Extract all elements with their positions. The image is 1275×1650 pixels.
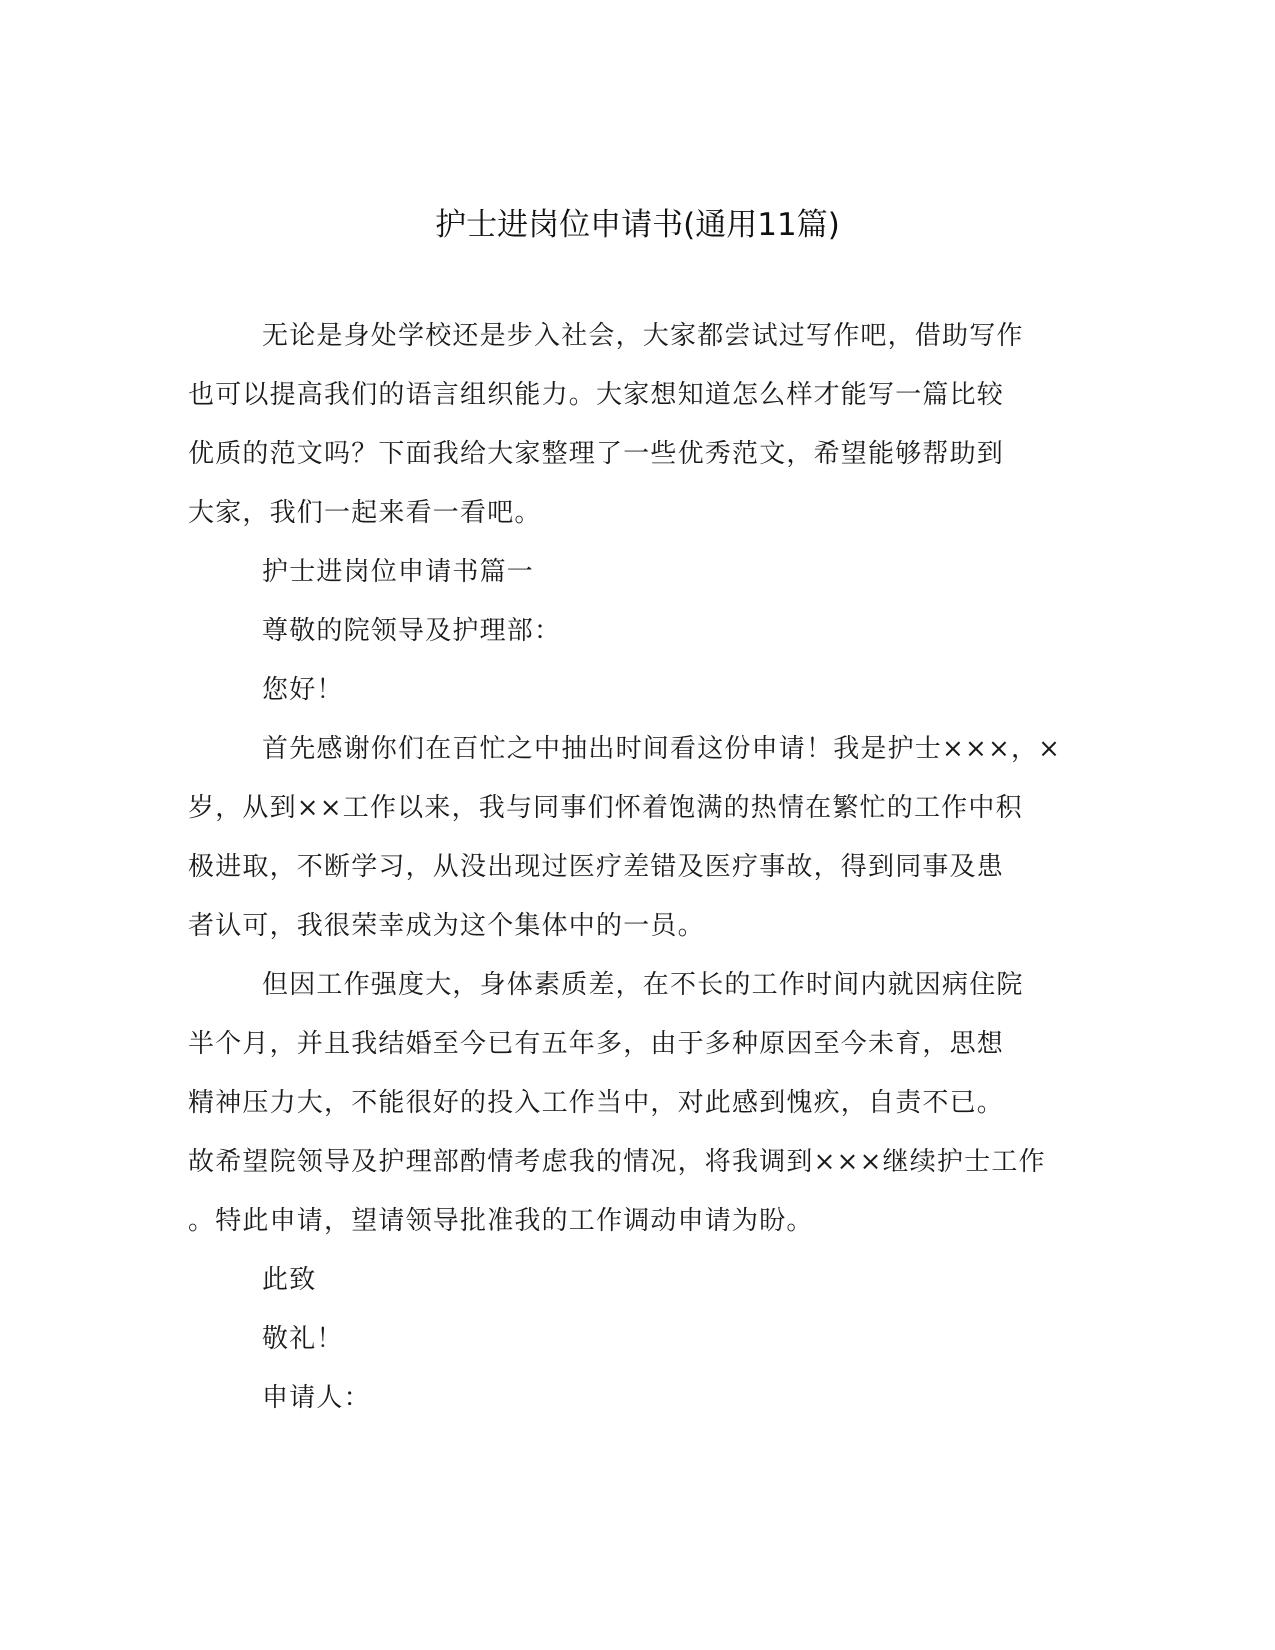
closing-line: 此致 [262, 1265, 317, 1295]
body-para2-line-4: 故希望院领导及护理部酌情考虑我的情况，将我调到×××继续护士工作 [188, 1147, 1046, 1177]
body-para2-line-5: 。特此申请，望请领导批准我的工作调动申请为盼。 [188, 1206, 814, 1236]
body-para2-line-2: 半个月，并且我结婚至今已有五年多，由于多种原因至今未育，思想 [188, 1029, 1005, 1059]
document-title: 护士进岗位申请书(通用11篇) [435, 207, 840, 243]
section-heading: 护士进岗位申请书篇一 [262, 557, 535, 587]
body-para1-line-1: 首先感谢你们在百忙之中抽出时间看这份申请！我是护士×××，× [262, 734, 1062, 764]
regards-line: 敬礼！ [262, 1324, 344, 1354]
intro-line-2: 也可以提高我们的语言组织能力。大家想知道怎么样才能写一篇比较 [188, 380, 1005, 410]
body-para1-line-2: 岁，从到××工作以来，我与同事们怀着饱满的热情在繁忙的工作中积 [188, 793, 1023, 823]
body-para2-line-1: 但因工作强度大，身体素质差，在不长的工作时间内就因病住院 [262, 970, 1024, 1000]
intro-line-4: 大家，我们一起来看一看吧。 [188, 498, 542, 528]
intro-line-1: 无论是身处学校还是步入社会，大家都尝试过写作吧，借助写作 [262, 321, 1024, 351]
salutation: 尊敬的院领导及护理部： [262, 616, 562, 646]
body-para2-line-3: 精神压力大，不能很好的投入工作当中，对此感到愧疚，自责不已。 [188, 1088, 1005, 1118]
intro-line-3: 优质的范文吗？下面我给大家整理了一些优秀范文，希望能够帮助到 [188, 439, 1005, 469]
body-para1-line-3: 极进取，不断学习，从没出现过医疗差错及医疗事故，得到同事及患 [188, 852, 1005, 882]
applicant-line: 申请人： [262, 1383, 371, 1413]
greeting: 您好！ [262, 675, 344, 705]
body-para1-line-4: 者认可，我很荣幸成为这个集体中的一员。 [188, 911, 705, 941]
